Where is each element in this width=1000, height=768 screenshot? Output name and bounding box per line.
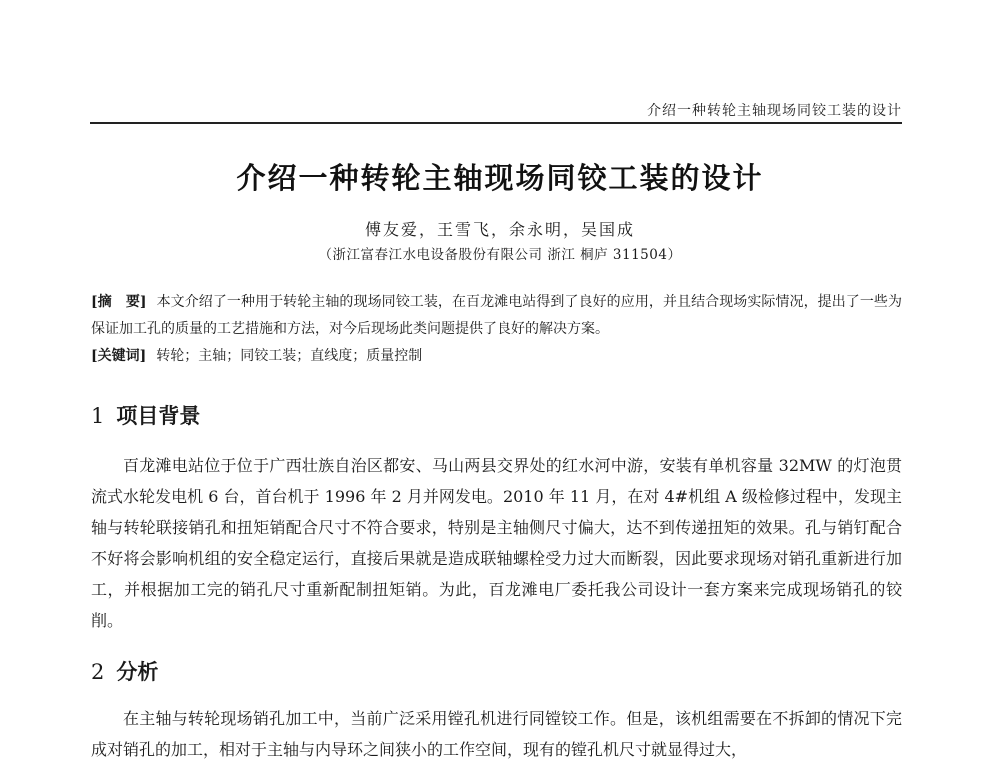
article-authors: 傅友爱，王雪飞，余永明，吴国成: [364, 220, 635, 239]
keywords: [91, 343, 902, 370]
section-1-paragraph: 百龙滩电站位于位于广西壮族自治区都安、马山两县交界处的红水河中游，安装有单机容量 32MW 的灯泡贯流式水轮发电机 6 台，首台机于 1996 年 2 月并网发电。2010 年 11 月，在对 4#机组 A 级检修过程中，发现主轴与转轮联接销孔和扭矩销配合尺寸不符合要求，特别是主轴侧尺寸偏大，达不到传递扭矩的效果。孔与销钉配合不好将会影响机组的安全稳定运行，直接后果就是造成联轴螺栓受力过大而断裂，因此要求现场对销孔重新进行加工，并根据加工完的销孔尺寸重新配制扭矩销。为此，百龙滩电厂委托我公司设计一套方案来完成现场销孔的铰削。: [91, 456, 902, 630]
section-number: 2: [91, 660, 105, 684]
abstract: [91, 289, 902, 343]
running-header: 介绍一种转轮主轴现场同铰工装的设计: [647, 103, 902, 119]
section-title: 项目背景: [116, 404, 201, 428]
abstract-label: [摘 要]: [91, 294, 147, 310]
section-2-paragraph: 在主轴与转轮现场销孔加工中，当前广泛采用镗孔机进行同镗铰工作。但是，该机组需要在不拆卸的情况下完成对销孔的加工，相对于主轴与内导环之间狭小的工作空间，现有的镗孔机尺寸就显得过大，: [91, 709, 902, 759]
section-heading-2: [91, 656, 158, 686]
article-affiliation: （浙江富春江水电设备股份有限公司 浙江 桐庐 311504）: [318, 247, 682, 263]
keywords-text: 转轮；主轴；同铰工装；直线度；质量控制: [156, 348, 423, 364]
section-heading-1: [91, 400, 200, 430]
article-title: 介绍一种转轮主轴现场同铰工装的设计: [236, 161, 764, 195]
section-title: 分析: [116, 660, 159, 684]
abstract-text: 本文介绍了一种用于转轮主轴的现场同铰工装，在百龙滩电站得到了良好的应用，并且结合现场实际情况，提出了一些为保证加工孔的质量的工艺措施和方法，对今后现场此类问题提供了良好的解决方案。: [91, 294, 902, 337]
keywords-label: [关键词]: [91, 348, 147, 364]
section-number: 1: [91, 404, 105, 428]
header-rule: [90, 122, 902, 124]
